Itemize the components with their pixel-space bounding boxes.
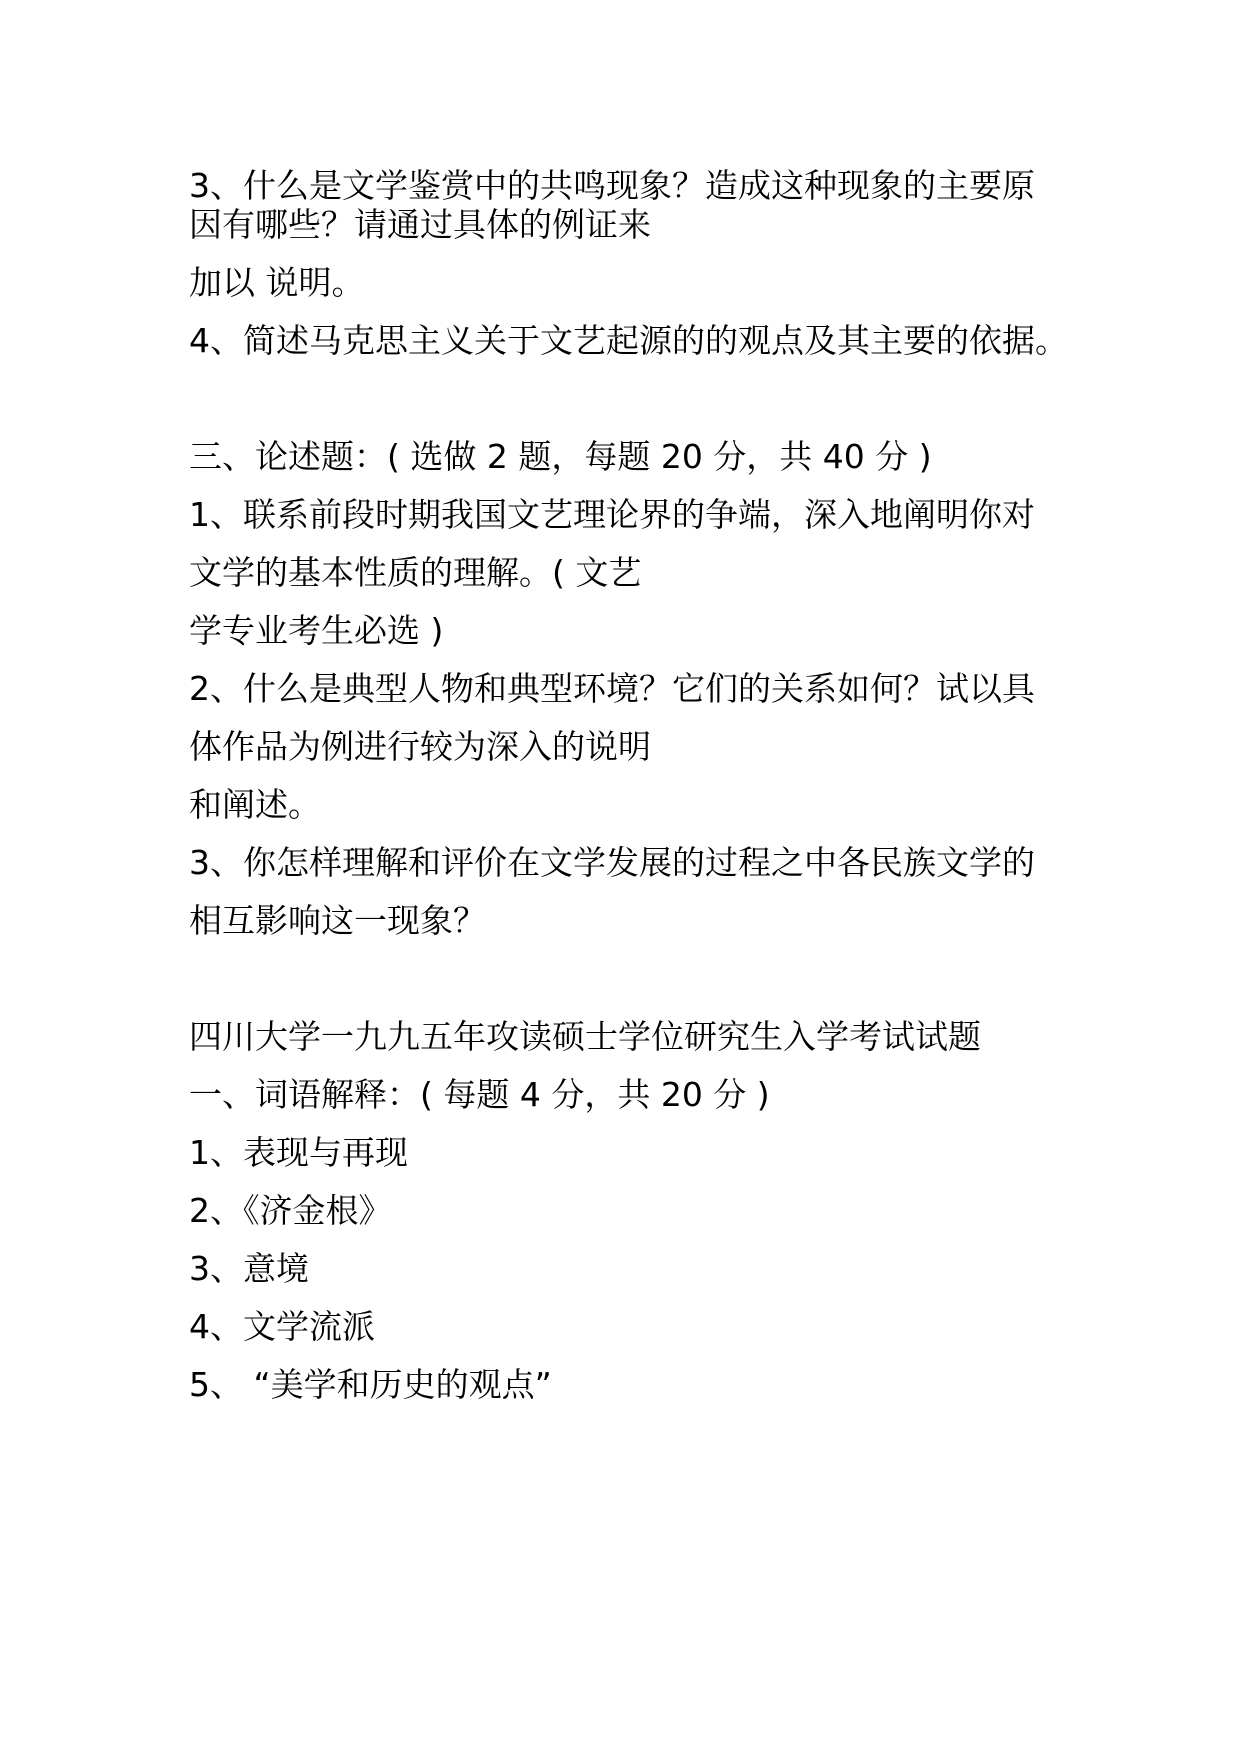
section-heading: 一、词语解释：( 每题 4 分，共 20 分 )	[189, 1075, 770, 1114]
text-line: 文学的基本性质的理解。( 文艺	[189, 553, 642, 592]
document-title: 四川大学一九九五年攻读硕士学位研究生入学考试试题	[189, 1017, 981, 1056]
text-line: 2、什么是典型人物和典型环境？它们的关系如何？试以具	[189, 669, 1035, 708]
section-heading: 三、论述题：( 选做 2 题，每题 20 分，共 40 分 )	[189, 437, 932, 476]
list-item: 2、《济金根》	[189, 1191, 392, 1230]
text-line: 和阐述。	[189, 785, 321, 824]
list-item: 4、文学流派	[189, 1307, 375, 1346]
list-item: 5、 “美学和历史的观点”	[189, 1365, 552, 1404]
text-line: 学专业考生必选 )	[189, 611, 444, 650]
list-item: 1、表现与再现	[189, 1133, 408, 1172]
text-line: 3、什么是文学鉴赏中的共鸣现象？造成这种现象的主要原	[189, 166, 1035, 205]
text-line: 因有哪些？请通过具体的例证来	[189, 205, 651, 244]
text-line: 3、你怎样理解和评价在文学发展的过程之中各民族文学的	[189, 843, 1035, 882]
text-line: 1、联系前段时期我国文艺理论界的争端，深入地阐明你对	[189, 495, 1035, 534]
text-line: 体作品为例进行较为深入的说明	[189, 727, 651, 766]
list-item: 3、意境	[189, 1249, 309, 1288]
text-line: 4、简述马克思主义关于文艺起源的的观点及其主要的依据。	[189, 321, 1068, 360]
text-line: 相互影响这一现象？	[189, 901, 486, 940]
text-line: 加以 说明。	[189, 263, 365, 302]
